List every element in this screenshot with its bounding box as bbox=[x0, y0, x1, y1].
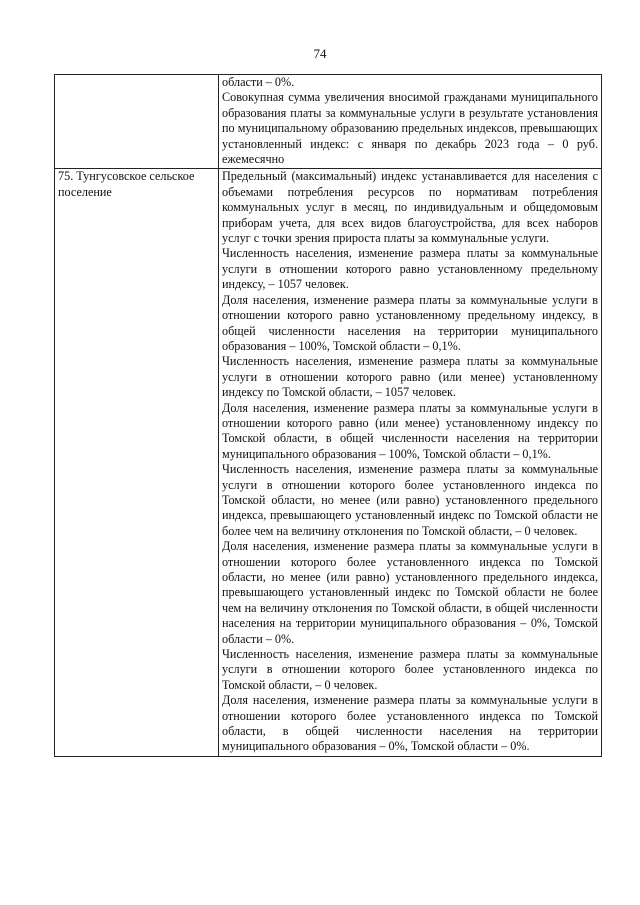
paragraph: Предельный (максимальный) индекс устанавливается для населения с объемами потребления ресурсов по нормативам потребления коммунальных услуг в месяц, по индивидуальным и общедомовым приборам учета, для всех видов благоустройства, для всех наборов услуг с точки зрения прироста платы за коммунальные услуги. bbox=[222, 169, 598, 246]
paragraph: Совокупная сумма увеличения вносимой гражданами муниципального образования платы за коммунальные услуги в результате установления по муниципальному образованию предельных индексов, превышающих установленный индекс: с января по декабрь 2023 года – 0 руб. ежемесячно bbox=[222, 90, 598, 167]
municipality-cell bbox=[55, 169, 219, 756]
paragraph: Доля населения, изменение размера платы за коммунальные услуги в отношении которого равно установленному предельному индексу, в общей численности населения на территории муниципального образования – 100%, Томской области – 0,1%. bbox=[222, 292, 598, 353]
paragraph: Доля населения, изменение размера платы за коммунальные услуги в отношении которого более установленного индекса по Томской области, в общей численности населения на территории муниципального образования – 0%, Томской области – 0%. bbox=[222, 693, 598, 754]
page-number: 74 bbox=[313, 46, 327, 61]
paragraph: Численность населения, изменение размера платы за коммунальные услуги в отношении которого равно (или менее) установленному индексу по Томской области, – 1057 человек. bbox=[222, 354, 598, 400]
description-cell bbox=[219, 75, 602, 169]
paragraph: Численность населения, изменение размера платы за коммунальные услуги в отношении которого более установленного индекса по Томской области, – 0 человек. bbox=[222, 647, 598, 692]
description-cell bbox=[219, 169, 602, 756]
municipality-cell bbox=[55, 75, 219, 169]
paragraph: Численность населения, изменение размера платы за коммунальные услуги в отношении которого равно установленному предельному индексу, – 1057 человек. bbox=[222, 246, 598, 292]
municipality-name: 75. Тунгусовское сельское поселение bbox=[58, 169, 195, 199]
indices-table bbox=[54, 74, 602, 757]
paragraph: области – 0%. bbox=[222, 75, 295, 89]
table-row bbox=[55, 75, 602, 169]
paragraph: Численность населения, изменение размера платы за коммунальные услуги в отношении которого более установленного индекса по Томской области, но менее (или равно) установленного предельного индекса, превышающего установленный индекс по Томской области не более чем на величину отклонения по Томской области, – 0 человек. bbox=[222, 462, 598, 538]
paragraph: Доля населения, изменение размера платы за коммунальные услуги в отношении которого более установленного индекса по Томской области, но менее (или равно) установленного предельного индекса, превышающего установленный индекс по Томской области не более чем на величину отклонения по Томской области, в общей численности населения на территории муниципального образования – 0%, Томской области – 0%. bbox=[222, 539, 598, 646]
table-row bbox=[55, 169, 602, 756]
paragraph: Доля населения, изменение размера платы за коммунальные услуги в отношении которого равно (или менее) установленному индексу по Томской области, в общей численности населения на территории муниципального образования – 100%, Томской области – 0,1%. bbox=[222, 400, 598, 461]
